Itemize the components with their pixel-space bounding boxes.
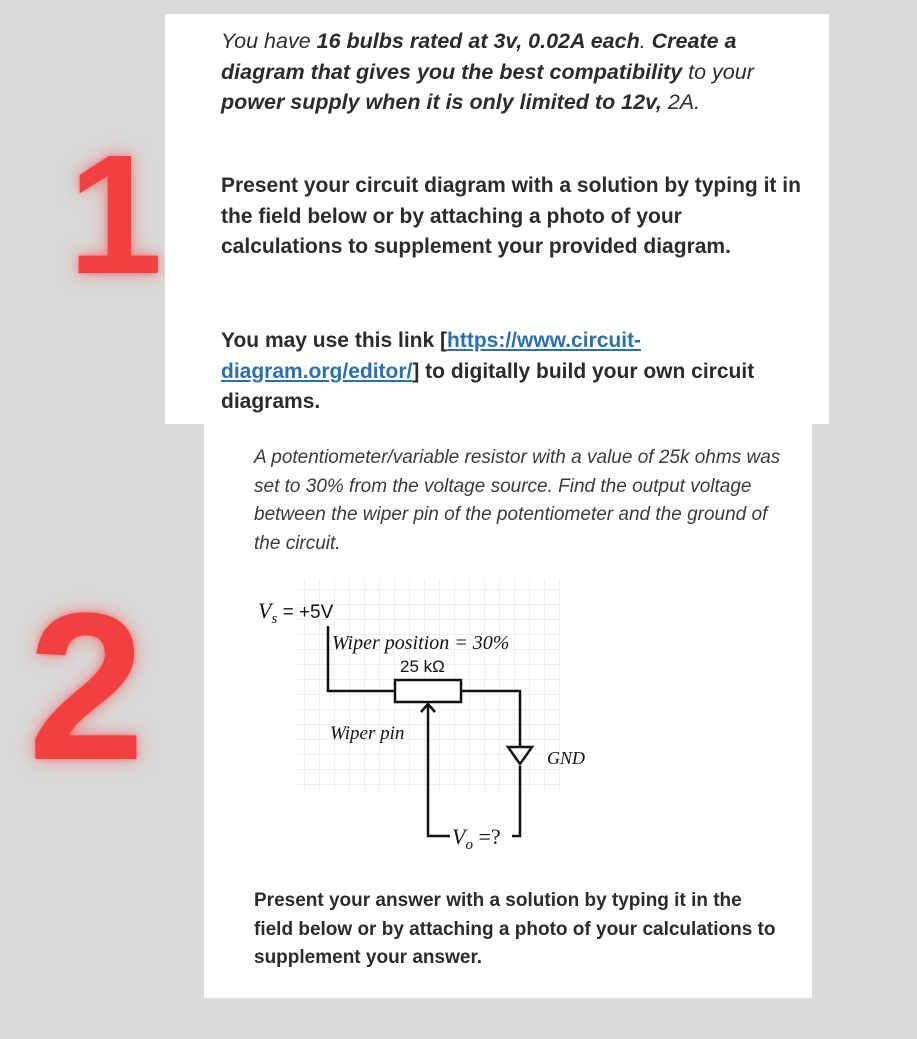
section-number-1: 1 xyxy=(68,120,163,310)
vo-label: $V_o$ =? xyxy=(452,824,501,853)
wiper-pin-label: Wiper pin xyxy=(330,723,405,744)
resistance-label: 25 kΩ xyxy=(400,657,445,676)
gnd-label: GND xyxy=(547,748,586,768)
question-2-card xyxy=(204,424,812,998)
question-1-instructions: Present your circuit diagram with a solution by typing it in the field below or by attaching a photo of your calculations to supplement your provided diagram. xyxy=(221,174,801,258)
potentiometer-circuit-diagram xyxy=(244,574,586,874)
question-1-link-text: You may use this link [https://www.circuit-diagram.org/editor/] to digitally build your own circuit diagrams. xyxy=(221,329,755,413)
question-1-card xyxy=(165,14,829,424)
potentiometer-resistor xyxy=(395,680,461,702)
wiper-position-label: Wiper position = 30% xyxy=(332,632,510,654)
question-1-prompt: You have 16 bulbs rated at 3v, 0.02A each. Create a diagram that gives you the best compatibility to your power supply when it is only limited to 12v, 2A. xyxy=(221,29,754,114)
question-2-prompt: A potentiometer/variable resistor with a value of 25k ohms was set to 30% from the voltage source. Find the output voltage between the wiper pin of the potentiometer and the ground of the circuit. xyxy=(254,447,781,554)
section-number-2: 2 xyxy=(28,569,145,804)
question-2-instructions: Present your answer with a solution by typing it in the field below or by attaching a photo of your calculations to supplement your answer. xyxy=(254,890,776,968)
circuit-editor-link[interactable]: https://www.circuit-diagram.org/editor/ xyxy=(221,329,642,383)
vs-label: $V_s = +5V$ xyxy=(258,598,334,627)
